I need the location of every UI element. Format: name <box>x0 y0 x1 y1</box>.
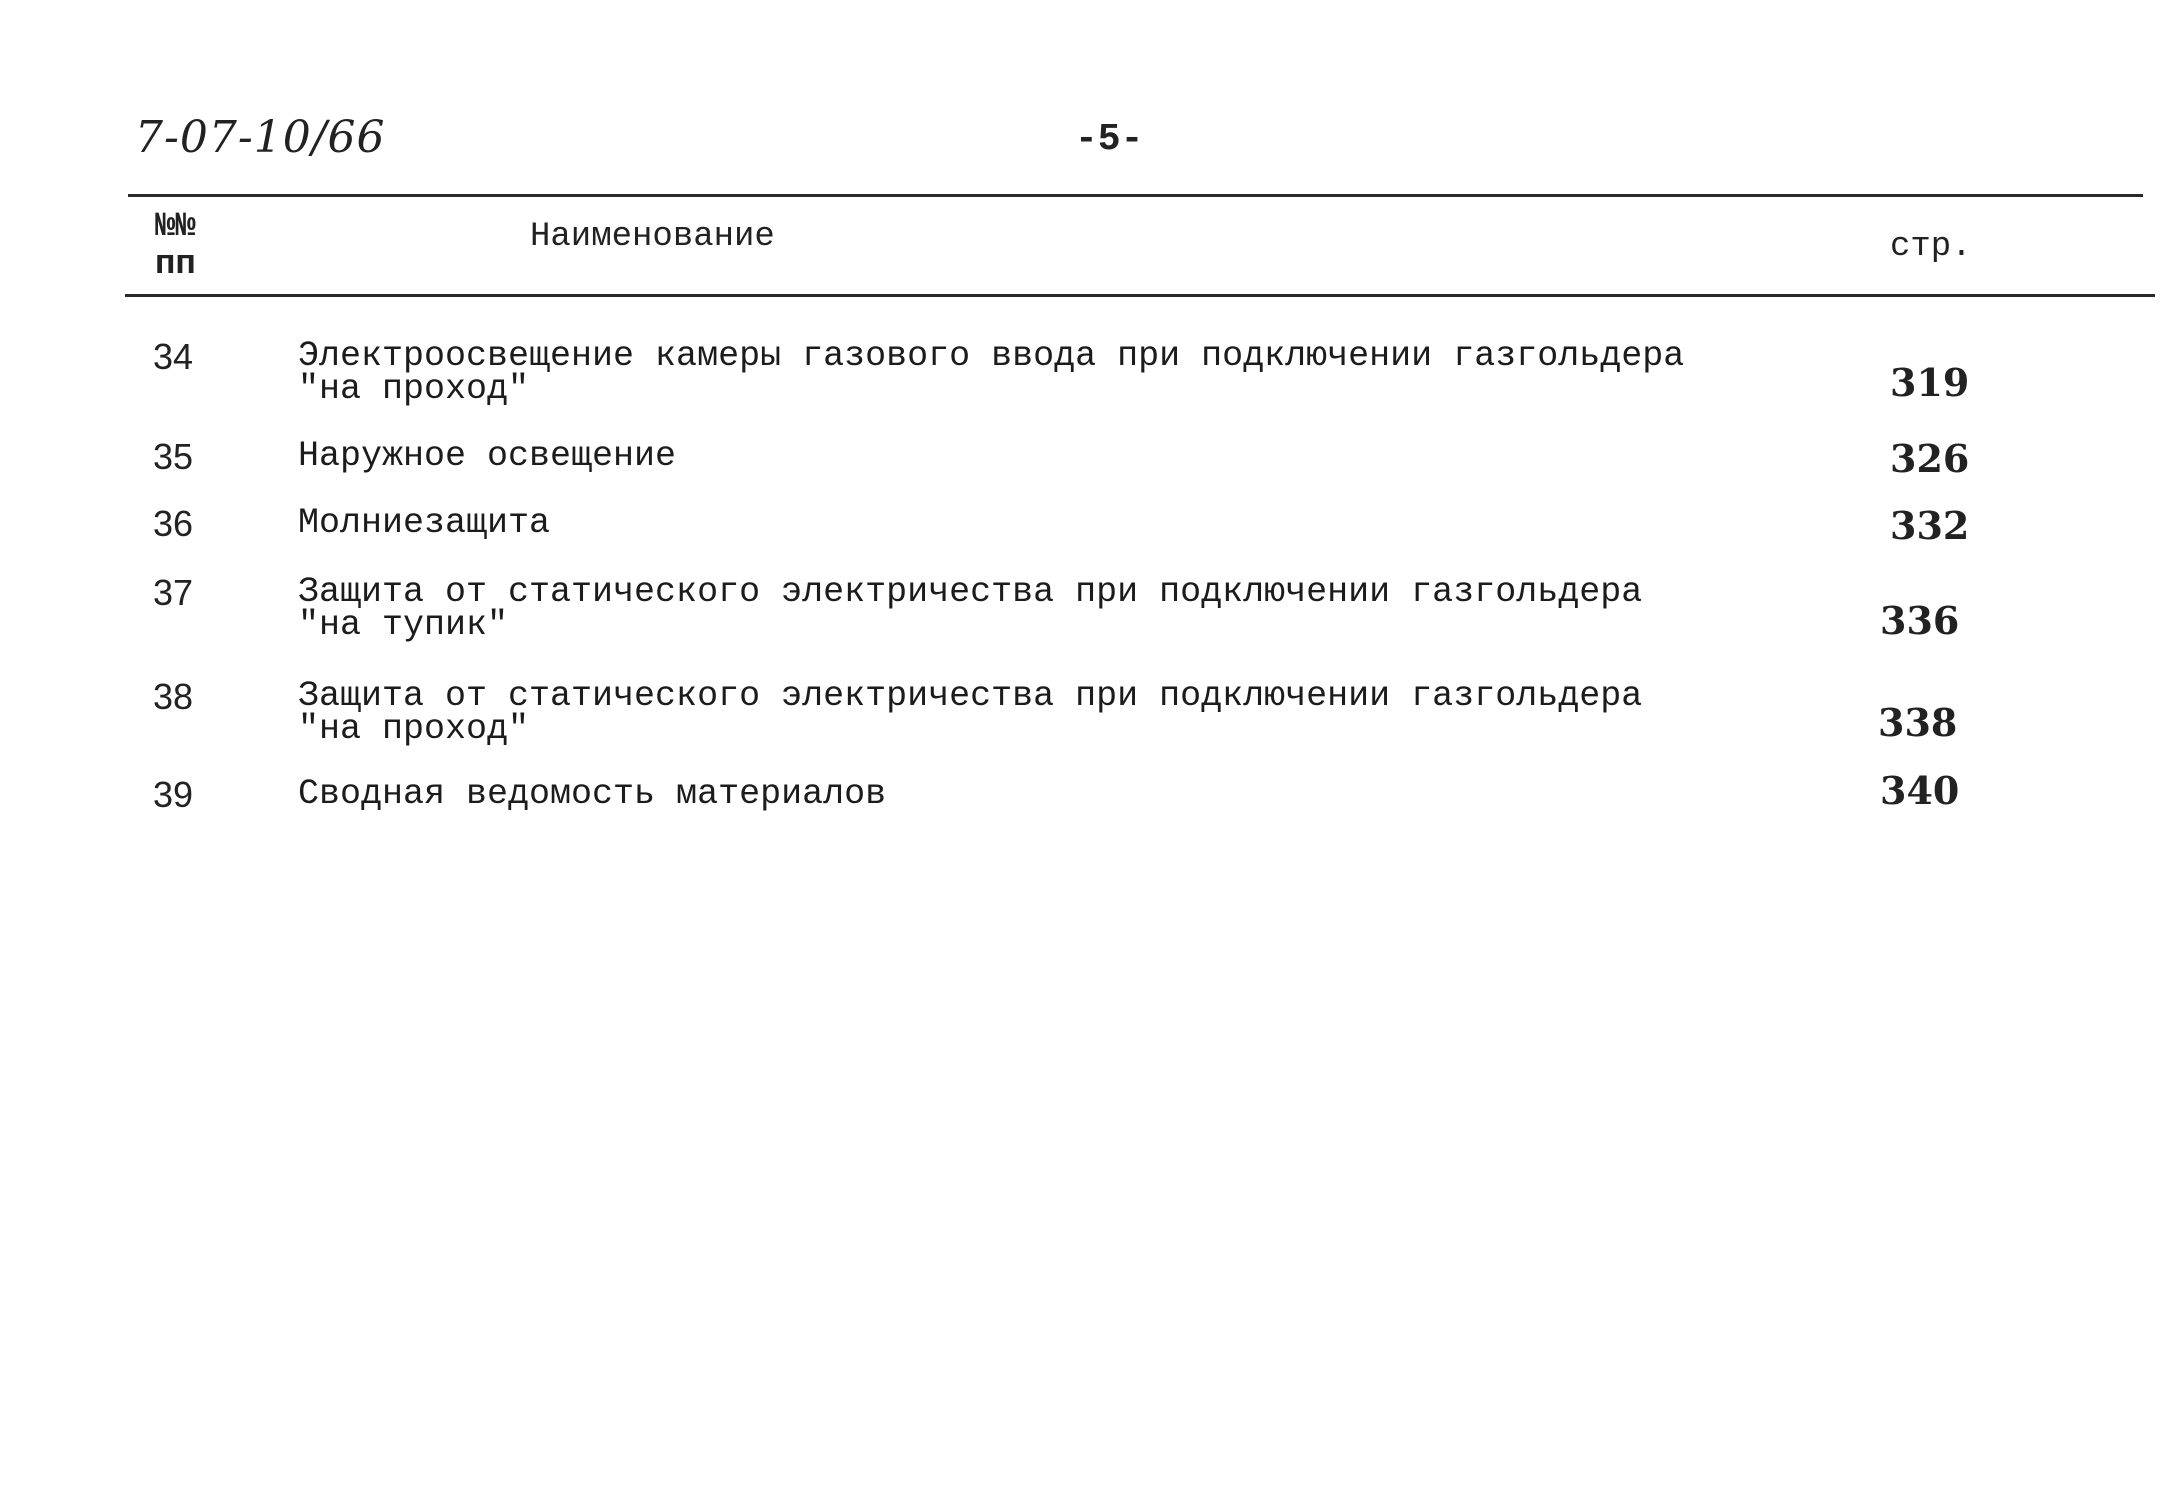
row-title: Молниезащита <box>298 503 551 543</box>
row-page: 336 <box>1880 598 1960 643</box>
document-code: 7-07-10/66 <box>135 112 386 163</box>
row-page: 326 <box>1890 436 1970 481</box>
row-number: 39 <box>153 774 194 815</box>
row-title: Наружное освещение <box>298 436 677 476</box>
row-number: 36 <box>153 503 194 544</box>
row-page: 332 <box>1890 503 1970 548</box>
row-page: 319 <box>1890 360 1970 405</box>
row-title: Защита от статического электричества при подключении газгольдера "на тупик" <box>298 572 1643 645</box>
row-page: 340 <box>1880 768 1960 813</box>
row-number: 35 <box>153 436 194 477</box>
row-title: Сводная ведомость материалов <box>298 774 887 814</box>
column-header-name: Наименование <box>530 218 775 256</box>
page-number: -5- <box>1075 118 1144 161</box>
row-number: 38 <box>153 676 194 717</box>
row-number: 34 <box>153 336 194 377</box>
column-header-page: стр. <box>1890 228 1972 266</box>
row-page: 338 <box>1878 700 1958 745</box>
column-header-number-line1: №№ <box>155 208 196 246</box>
row-title: Электроосвещение камеры газового ввода при подключении газгольдера "на проход" <box>298 336 1685 409</box>
table-top-rule <box>128 194 2143 197</box>
table-header-rule <box>125 294 2155 297</box>
column-header-number <box>155 208 196 284</box>
row-title: Защита от статического электричества при подключении газгольдера "на проход" <box>298 676 1643 749</box>
column-header-number-line2: пп <box>155 246 196 284</box>
row-number: 37 <box>153 572 194 613</box>
